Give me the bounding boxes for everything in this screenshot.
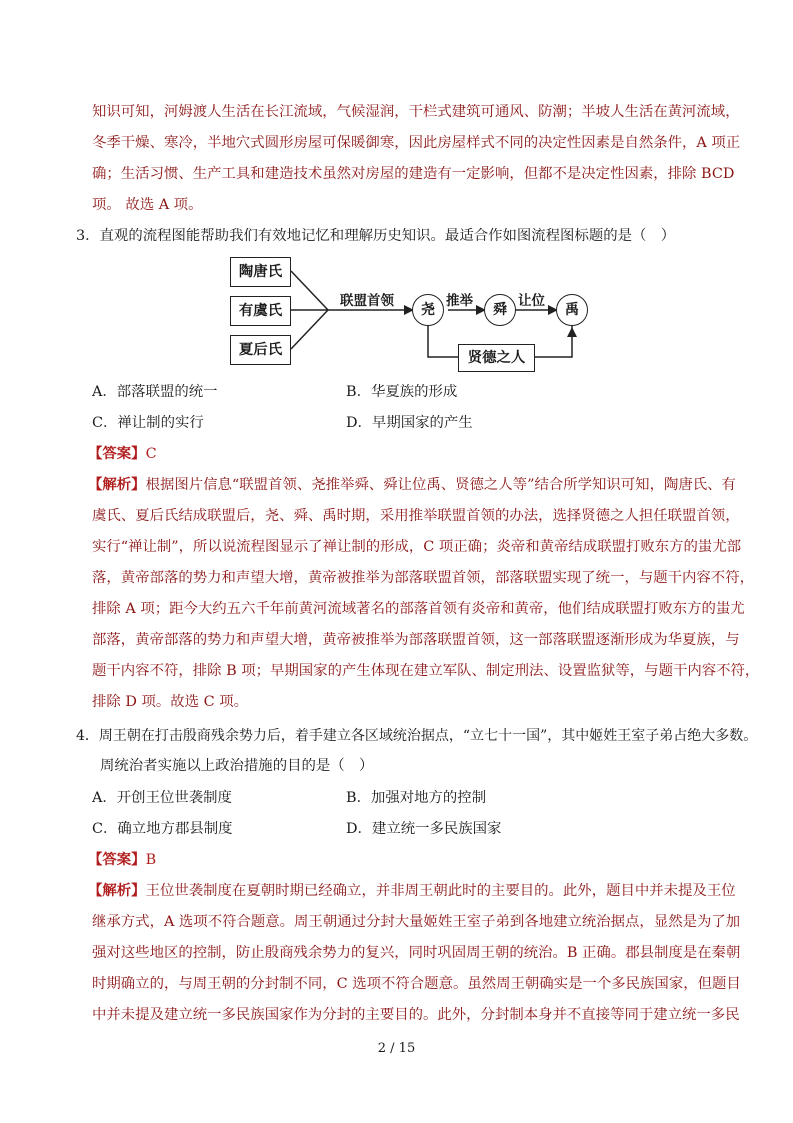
analysis-line: 题干内容不符，排除 B 项；早期国家的产生体现在建立军队、制定刑法、设置监狱等，与题干内容不符， bbox=[92, 663, 760, 679]
option-b: B．加强对地方的控制 bbox=[346, 790, 487, 806]
option-b: B．华夏族的形成 bbox=[346, 384, 458, 400]
analysis-line bbox=[88, 881, 736, 901]
analysis-line: 实行“禅让制”，所以说流程图显示了禅让制的形成，C 项正确；炎帝和黄帝结成联盟打败东方的蚩尤部 bbox=[92, 539, 742, 555]
question-4-stem-cont: 周统治者实施以上政治措施的目的是（ ） bbox=[100, 758, 374, 774]
analysis-line: 中并未提及建立统一多民族国家作为分封的主要目的。此外，分封制本身并不直接等同于建立统一多民 bbox=[92, 1007, 740, 1023]
virtuous-person-box: 贤德之人 bbox=[458, 344, 535, 372]
option-a: A．开创王位世袭制度 bbox=[92, 790, 232, 806]
analysis-line: 排除 D 项。故选 C 项。 bbox=[92, 694, 248, 710]
analysis-text: 王位世袭制度在夏朝时期已经确立，并非周王朝此时的主要目的。此外，题目中并未提及王位 bbox=[145, 883, 736, 899]
question-3-stem: 3．直观的流程图能帮助我们有效地记忆和理解历史知识。最适合作如图流程图标题的是（ ） bbox=[76, 228, 676, 244]
analysis-line: 项。 故选 A 项。 bbox=[92, 197, 203, 213]
analysis-line: 继承方式，A 选项不符合题意。周王朝通过分封大量姬姓王室子弟到各地建立统治据点，显然是为了加 bbox=[92, 914, 741, 930]
node-yao: 尧 bbox=[412, 294, 444, 326]
analysis-tag: 【解析】 bbox=[88, 882, 146, 899]
tribe-box-youyu: 有虞氏 bbox=[230, 296, 291, 326]
analysis-line: 确；生活习惯、生产工具和建造技术虽然对房屋的建造有一定影响，但都不是决定性因素，排除 BCD bbox=[92, 166, 735, 182]
analysis-line: 部落，黄帝部落的势力和声望大增，黄帝被推举为部落联盟首领，这一部落联盟逐渐形成为华夏族，与 bbox=[92, 632, 740, 648]
label-alliance-leader: 联盟首领 bbox=[340, 293, 394, 309]
analysis-line bbox=[88, 475, 736, 495]
node-shun: 舜 bbox=[484, 294, 516, 326]
option-c: C．禅让制的实行 bbox=[92, 415, 204, 431]
node-yu: 禹 bbox=[556, 294, 588, 326]
option-a: A．部落联盟的统一 bbox=[92, 384, 218, 400]
analysis-line: 落，黄帝部落的势力和声望大增，黄帝被推举为部落联盟首领，部落联盟实现了统一，与题干内容不符， bbox=[92, 570, 754, 586]
tribe-box-xiahou: 夏后氏 bbox=[230, 335, 291, 365]
option-d: D．早期国家的产生 bbox=[346, 415, 473, 431]
tribe-box-taotang: 陶唐氏 bbox=[230, 257, 291, 287]
answer-line bbox=[88, 444, 157, 464]
analysis-tag: 【解析】 bbox=[88, 476, 146, 493]
option-c: C．确立地方郡县制度 bbox=[92, 821, 233, 837]
question-4-stem: 4．周王朝在打击殷商残余势力后，着手建立各区域统治据点，“立七十一国”，其中姬姓王室子弟占绝大多数。 bbox=[76, 728, 758, 744]
flow-diagram bbox=[0, 0, 793, 400]
answer-value: B bbox=[145, 852, 157, 868]
answer-line bbox=[88, 850, 156, 870]
analysis-line: 排除 A 项；距今大约五六千年前黄河流域著名的部落首领有炎帝和黄帝，他们结成联盟打败东方的蚩尤 bbox=[92, 601, 745, 617]
analysis-line: 强对这些地区的控制，防止殷商残余势力的复兴，同时巩固周王朝的统治。B 正确。郡县制度是在秦朝 bbox=[92, 945, 741, 961]
analysis-line: 虞氏、夏后氏结成联盟后，尧、舜、禹时期，采用推举联盟首领的办法，选择贤德之人担任联盟首领， bbox=[92, 508, 740, 524]
analysis-line: 时期确立的，与周王朝的分封制不同，C 选项不符合题意。虽然周王朝确实是一个多民族国家，但题目 bbox=[92, 976, 741, 992]
analysis-text: 根据图片信息“联盟首领、尧推举舜、舜让位禹、贤德之人等”结合所学知识可知，陶唐氏、有 bbox=[145, 477, 736, 493]
flow-diagram-lines bbox=[0, 0, 793, 400]
answer-tag: 【答案】 bbox=[88, 851, 146, 868]
answer-value: C bbox=[145, 446, 157, 462]
option-d: D．建立统一多民族国家 bbox=[346, 821, 502, 837]
analysis-line: 知识可知，河姆渡人生活在长江流域，气候湿润，干栏式建筑可通风、防潮；半坡人生活在黄河流域， bbox=[92, 104, 740, 120]
label-recommend: 推举 bbox=[446, 293, 473, 309]
page-number: 2 / 15 bbox=[377, 1041, 416, 1056]
answer-tag: 【答案】 bbox=[88, 445, 146, 462]
label-abdicate: 让位 bbox=[518, 293, 545, 309]
analysis-line: 冬季干燥、寒冷，半地穴式圆形房屋可保暖御寒，因此房屋样式不同的决定性因素是自然条件，A 项正 bbox=[92, 135, 741, 151]
